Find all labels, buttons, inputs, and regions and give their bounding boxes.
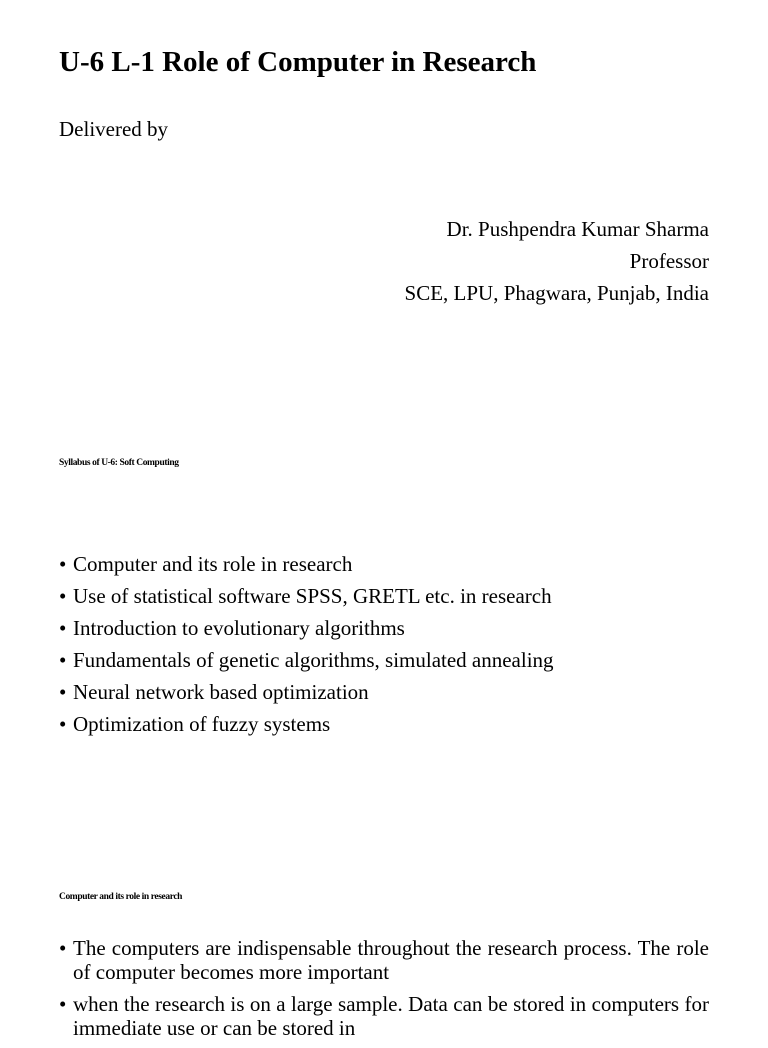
- slide-title: U-6 L-1 Role of Computer in Research: [59, 46, 537, 78]
- author-block: [405, 213, 709, 309]
- bullet-icon: •: [59, 680, 67, 704]
- list-item: [59, 548, 709, 580]
- list-item-text: Fundamentals of genetic algorithms, simulated annealing: [73, 648, 554, 672]
- bullet-icon: •: [59, 616, 67, 640]
- role-heading: Computer and its role in research: [59, 892, 183, 902]
- syllabus-list: [59, 548, 709, 740]
- list-item: [59, 676, 709, 708]
- bullet-icon: •: [59, 648, 67, 672]
- list-item-text: Computer and its role in research: [73, 552, 353, 576]
- list-item: [59, 708, 709, 740]
- list-item-text: The computers are indispensable throughout the research process. The role of computer becomes more important: [73, 936, 709, 984]
- list-item: [59, 992, 709, 1040]
- delivered-by-label: Delivered by: [59, 117, 169, 141]
- bullet-icon: •: [59, 584, 67, 608]
- list-item: [59, 644, 709, 676]
- list-item-text: Neural network based optimization: [73, 680, 369, 704]
- author-affiliation: SCE, LPU, Phagwara, Punjab, India: [404, 281, 709, 305]
- list-item: [59, 936, 709, 984]
- author-name: Dr. Pushpendra Kumar Sharma: [446, 217, 709, 241]
- bullet-icon: •: [59, 712, 67, 736]
- list-item-text: when the research is on a large sample. Data can be stored in computers for immediate use or can be stored in: [73, 992, 709, 1040]
- list-item: [59, 580, 709, 612]
- syllabus-heading: Syllabus of U-6: Soft Computing: [59, 458, 179, 468]
- bullet-icon: •: [59, 936, 67, 960]
- list-item: [59, 612, 709, 644]
- list-item-text: Use of statistical software SPSS, GRETL etc. in research: [73, 584, 552, 608]
- role-list: [59, 936, 709, 1048]
- list-item-text: Introduction to evolutionary algorithms: [73, 616, 405, 640]
- list-item-text: Optimization of fuzzy systems: [73, 712, 331, 736]
- bullet-icon: •: [59, 992, 67, 1016]
- bullet-icon: •: [59, 552, 67, 576]
- author-position: Professor: [629, 249, 709, 273]
